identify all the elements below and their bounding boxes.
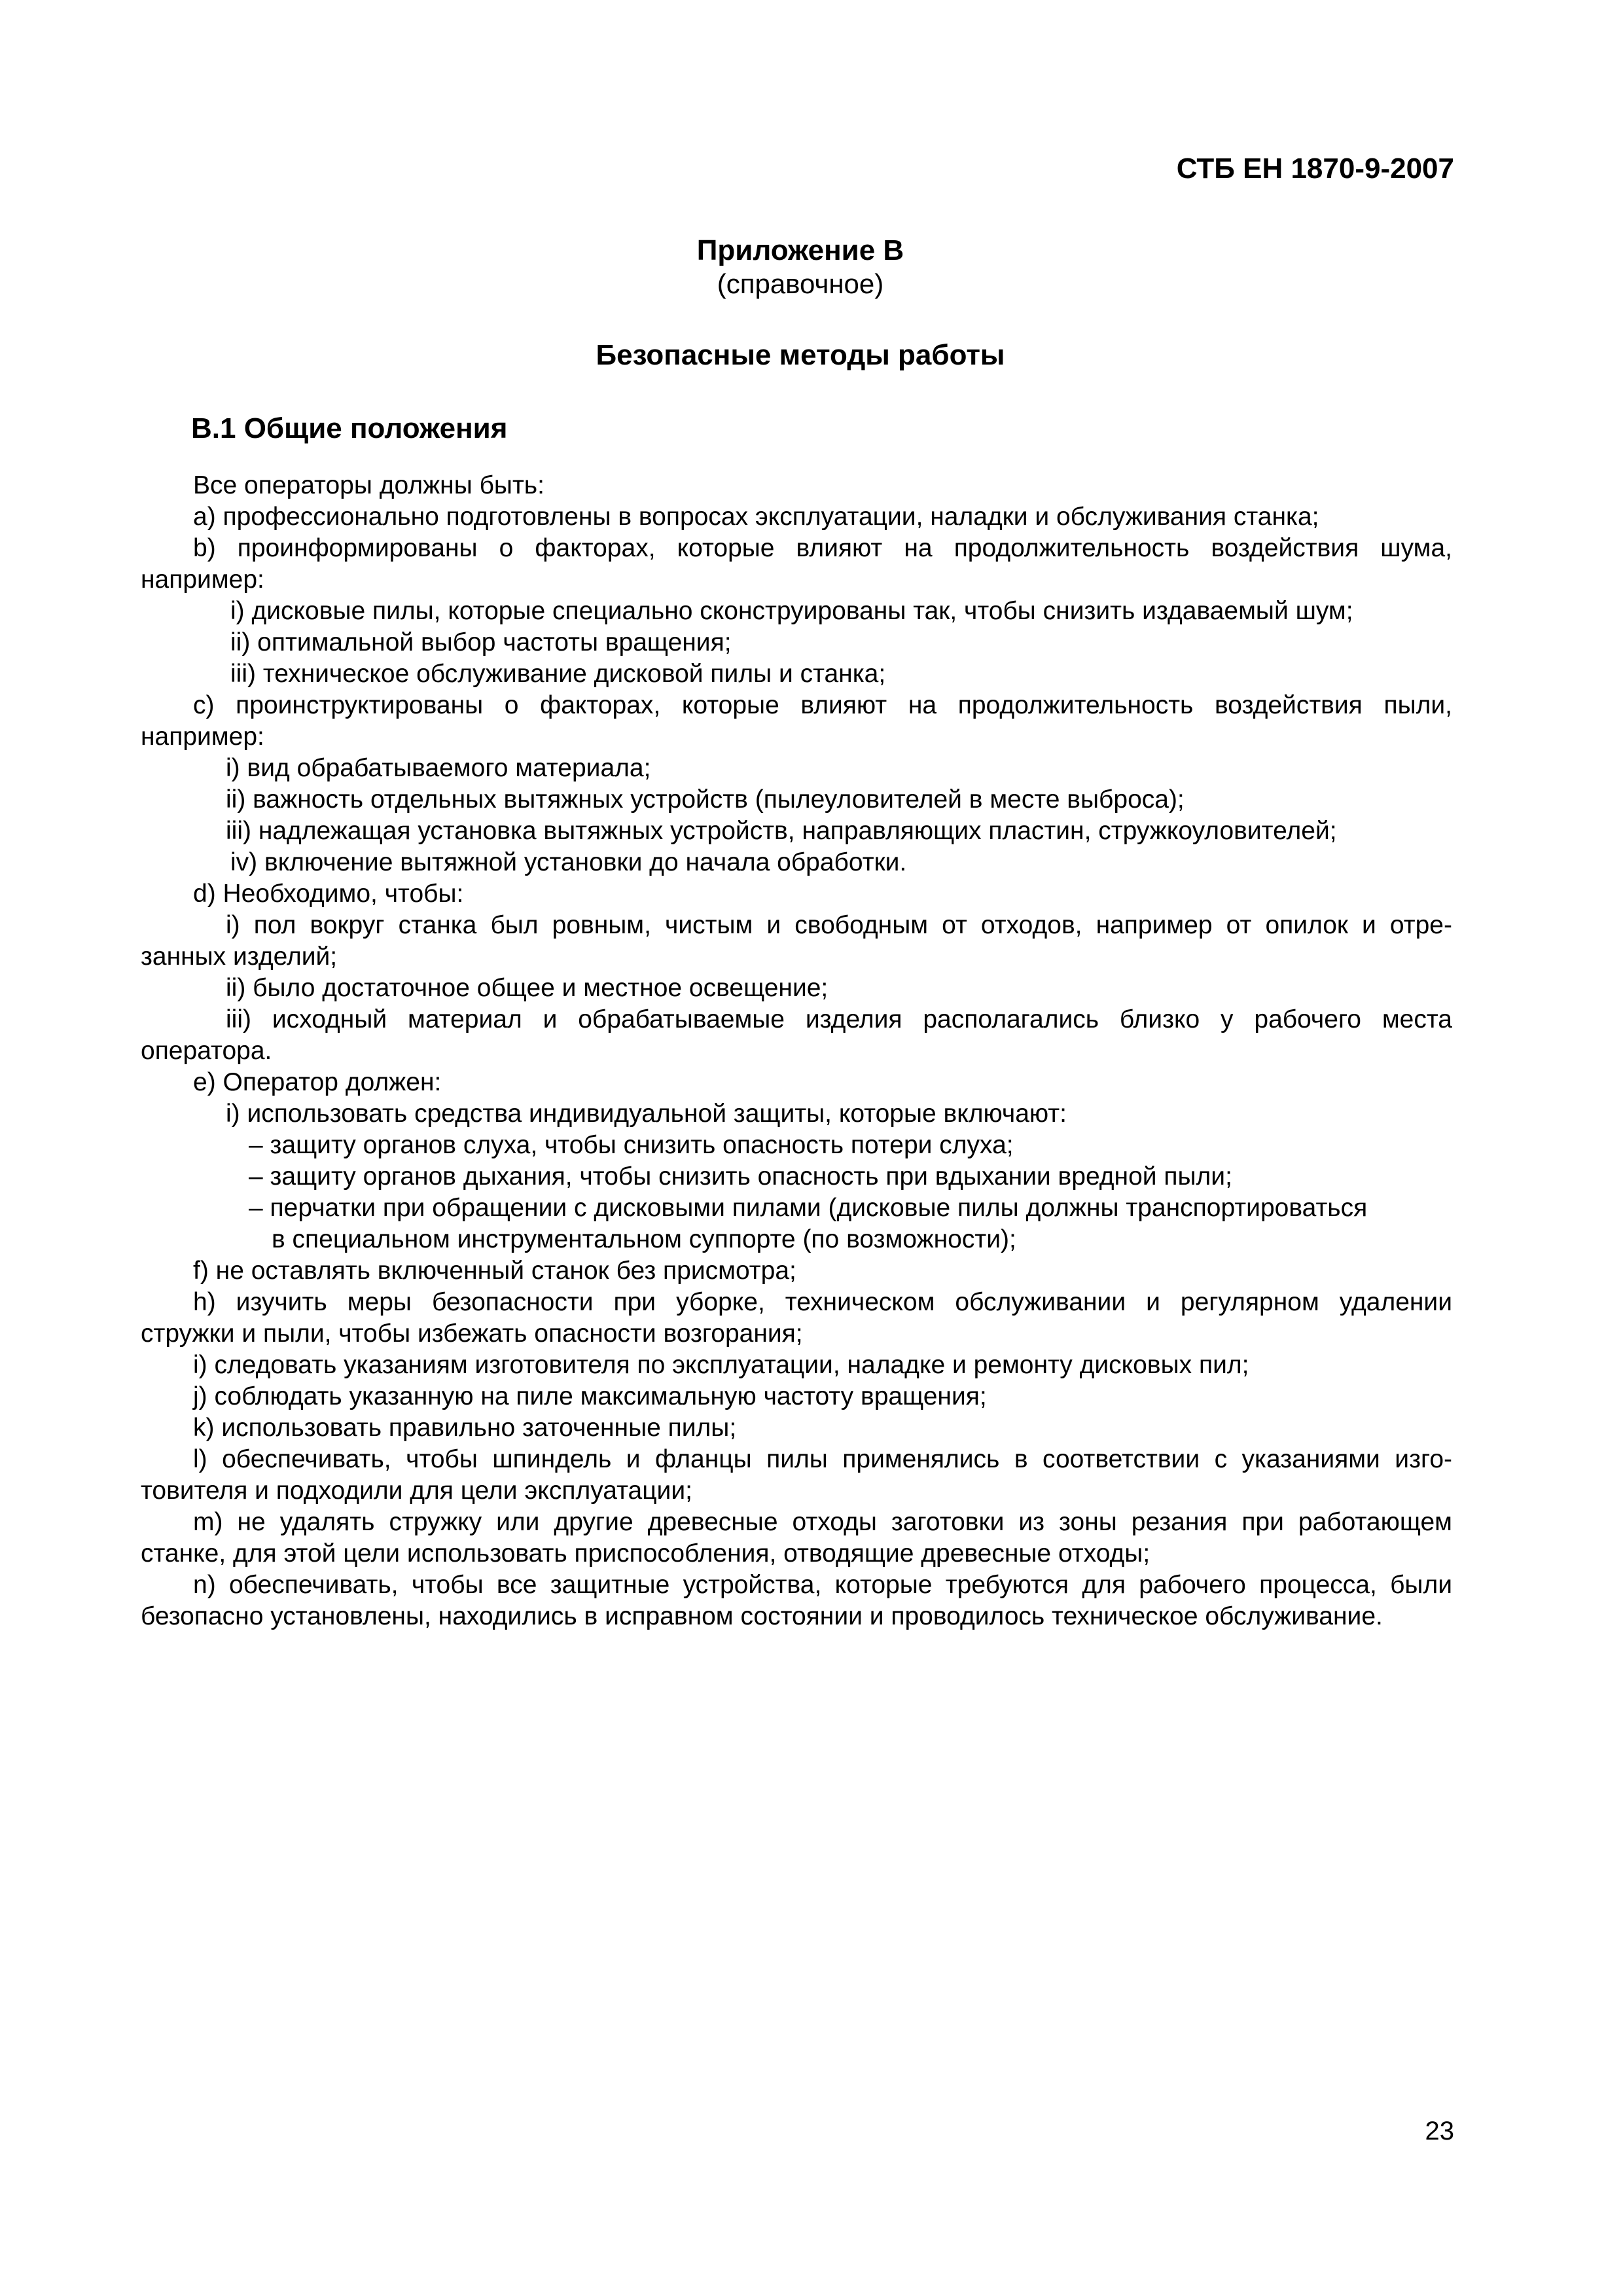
paragraph-line: станке, для этой цели использовать приспособления, отводящие древесные отходы; [141, 1539, 1150, 1568]
list-item-c: c) проинструктированы о факторах, которые влияют на продолжительность воздействия пыли, [193, 691, 1452, 719]
dash-item: – защиту органов дыхания, чтобы снизить опасность при вдыхании вредной пыли; [249, 1162, 1232, 1191]
paragraph-line: товителя и подходили для цели эксплуатации; [141, 1477, 692, 1505]
paragraph-line: стружки и пыли, чтобы избежать опасности возгорания; [141, 1319, 803, 1348]
list-item-e: e) Оператор должен: [193, 1068, 442, 1096]
list-item-k: k) использовать правильно заточенные пилы; [193, 1414, 737, 1442]
paragraph-line: например: [141, 565, 264, 594]
dash-item: – перчатки при обращении с дисковыми пилами (дисковые пилы должны транспортироваться [249, 1194, 1368, 1222]
list-item-d: d) Необходимо, чтобы: [193, 880, 464, 908]
list-item-n: n) обеспечивать, чтобы все защитные устройства, которые требуются для рабочего процесса, были [193, 1571, 1452, 1599]
list-item-l: l) обеспечивать, чтобы шпиндель и фланцы пилы применялись в соответствии с указаниями изго- [193, 1445, 1452, 1473]
sub-item: i) пол вокруг станка был ровным, чистым и свободным от отходов, например от опилок и отре- [226, 911, 1452, 939]
paragraph-line: занных изделий; [141, 942, 338, 971]
sub-item: ii) было достаточное общее и местное освещение; [226, 974, 829, 1002]
sub-item: i) дисковые пилы, которые специально сконструированы так, чтобы снизить издаваемый шум; [230, 597, 1353, 625]
sub-item: iii) надлежащая установка вытяжных устройств, направляющих пластин, стружкоуловителей; [226, 817, 1337, 845]
sub-item: ii) важность отдельных вытяжных устройств (пылеуловителей в месте выброса); [226, 785, 1185, 814]
list-item-i: i) следовать указаниям изготовителя по эксплуатации, наладке и ремонту дисковых пил; [193, 1351, 1249, 1379]
list-item-j: j) соблюдать указанную на пиле максимальную частоту вращения; [193, 1382, 987, 1410]
annex-status: (справочное) [717, 268, 884, 299]
sub-item: iv) включение вытяжной установки до начала обработки. [230, 848, 907, 876]
paragraph-line: Все операторы должны быть: [193, 471, 544, 499]
list-item-b: b) проинформированы о факторах, которые влияют на продолжительность воздействия шума, [193, 534, 1452, 562]
section-title: Безопасные методы работы [596, 339, 1005, 371]
subsection-title: В.1 Общие положения [191, 412, 508, 444]
paragraph-line: безопасно установлены, находились в исправном состоянии и проводилось техническое обслуживание. [141, 1602, 1383, 1630]
list-item-a: a) профессионально подготовлены в вопросах эксплуатации, наладки и обслуживания станка; [193, 503, 1319, 531]
sub-item: i) вид обрабатываемого материала; [226, 754, 651, 782]
list-item-h: h) изучить меры безопасности при уборке, техническом обслуживании и регулярном удалении [193, 1288, 1452, 1316]
sub-item: iii) техническое обслуживание дисковой пилы и станка; [230, 660, 886, 688]
sub-item: i) использовать средства индивидуальной защиты, которые включают: [226, 1100, 1067, 1128]
sub-item: ii) оптимальной выбор частоты вращения; [230, 628, 732, 656]
list-item-m: m) не удалять стружку или другие древесные отходы заготовки из зоны резания при работающем [193, 1508, 1452, 1536]
paragraph-line: например: [141, 723, 264, 751]
document-id: СТБ ЕН 1870-9-2007 [1176, 152, 1454, 185]
dash-item-continuation: в специальном инструментальном суппорте (по возможности); [272, 1225, 1016, 1253]
list-item-f: f) не оставлять включенный станок без присмотра; [193, 1257, 796, 1285]
annex-title: Приложение В [696, 234, 904, 266]
paragraph-line: оператора. [141, 1037, 272, 1065]
page-number: 23 [1425, 2117, 1454, 2145]
dash-item: – защиту органов слуха, чтобы снизить опасность потери слуха; [249, 1131, 1014, 1159]
sub-item: iii) исходный материал и обрабатываемые изделия располагались близко у рабочего места [226, 1005, 1452, 1033]
